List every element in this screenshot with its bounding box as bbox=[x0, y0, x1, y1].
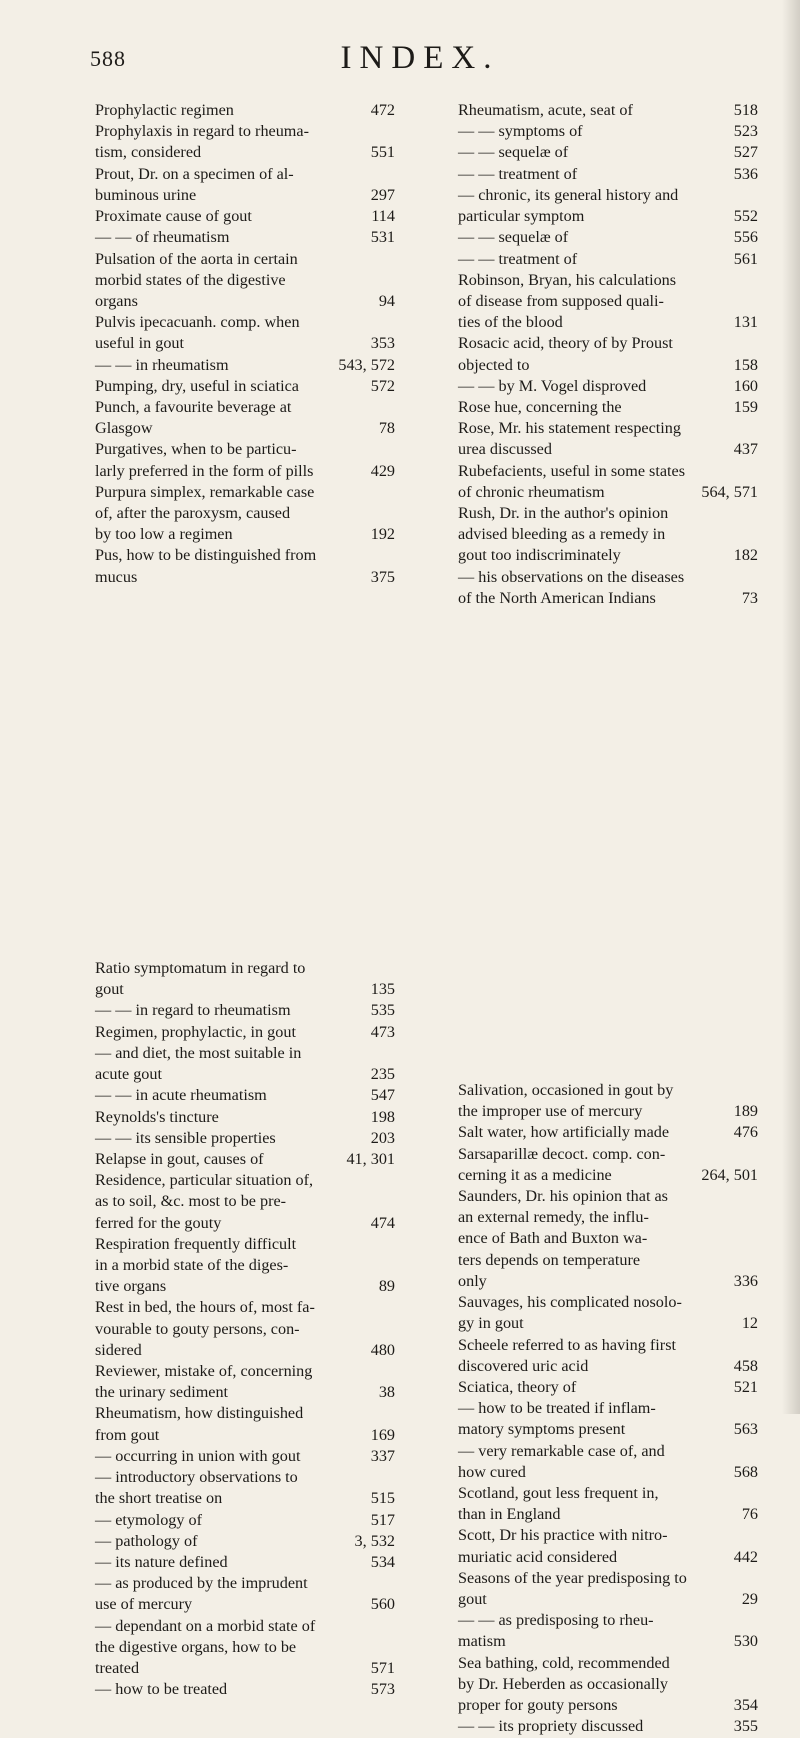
index-entry-text: — — in rheumatism bbox=[95, 355, 229, 374]
index-entry bbox=[95, 1679, 395, 1700]
index-entry-text: Scott, Dr his practice with nitro- bbox=[458, 1526, 668, 1545]
index-entry-text: discovered uric acid bbox=[458, 1356, 589, 1375]
index-column-salivation bbox=[458, 1080, 758, 1738]
index-entry-text: — pathology of bbox=[95, 1531, 198, 1550]
index-entry-page-ref: 551 bbox=[370, 143, 395, 162]
index-entry bbox=[458, 1080, 758, 1122]
page-header bbox=[0, 40, 800, 80]
index-entry-text: — — in regard to rheumatism bbox=[95, 1001, 291, 1020]
index-entry-page-ref: 568 bbox=[733, 1462, 758, 1481]
index-entry-text: ters depends on temperature bbox=[458, 1250, 641, 1269]
index-entry bbox=[458, 397, 758, 418]
index-entry-page-ref: 297 bbox=[370, 185, 395, 204]
index-entry-text: use of mercury bbox=[95, 1595, 193, 1614]
index-entry bbox=[95, 1531, 395, 1552]
index-entry-text: — how to be treated bbox=[95, 1680, 228, 1699]
index-entry-page-ref: 159 bbox=[733, 398, 758, 417]
index-entry-text: from gout bbox=[95, 1425, 160, 1444]
index-entry bbox=[95, 1022, 395, 1043]
index-entry-text: as to soil, &c. most to be pre- bbox=[95, 1192, 287, 1211]
index-entry-text: — and diet, the most suitable in bbox=[95, 1043, 302, 1062]
index-entry-page-ref: 89 bbox=[378, 1277, 395, 1296]
index-entry-page-ref: 235 bbox=[370, 1065, 395, 1084]
index-entry-text: Salt water, how artificially made bbox=[458, 1123, 670, 1142]
index-entry-text: by Dr. Heberden as occasionally bbox=[458, 1674, 668, 1693]
index-entry-text: gy in gout bbox=[458, 1314, 524, 1333]
index-entry-text: ferred for the gouty bbox=[95, 1213, 222, 1232]
index-entry-page-ref: 547 bbox=[370, 1086, 395, 1105]
index-entry-text: Rest in bed, the hours of, most fa- bbox=[95, 1298, 315, 1317]
index-entry-page-ref: 535 bbox=[370, 1001, 395, 1020]
index-entry-page-ref: 73 bbox=[741, 588, 758, 607]
index-entry-page-ref: 474 bbox=[370, 1213, 395, 1232]
index-entry-text: tism, considered bbox=[95, 143, 202, 162]
index-entry bbox=[458, 1122, 758, 1143]
index-entry bbox=[458, 121, 758, 142]
index-entry bbox=[95, 1043, 395, 1085]
index-entry-page-ref: 442 bbox=[733, 1547, 758, 1566]
index-entry-text: morbid states of the digestive bbox=[95, 270, 286, 289]
index-entry-text: particular symptom bbox=[458, 207, 585, 226]
index-entry bbox=[458, 1441, 758, 1483]
index-entry-page-ref: 337 bbox=[370, 1446, 395, 1465]
index-entry-page-ref: 375 bbox=[370, 567, 395, 586]
index-entry-text: of disease from supposed quali- bbox=[458, 291, 664, 310]
index-entry-page-ref: 182 bbox=[733, 546, 758, 565]
index-entry-text: — as produced by the imprudent bbox=[95, 1574, 308, 1593]
index-entry-text: — — sequelæ of bbox=[458, 228, 569, 247]
index-entry-text: — — its propriety discussed bbox=[458, 1717, 644, 1736]
index-entry bbox=[458, 1653, 758, 1717]
index-entry-page-ref: 12 bbox=[741, 1314, 758, 1333]
index-entry-page-ref: 534 bbox=[370, 1552, 395, 1571]
index-entry bbox=[95, 1234, 395, 1298]
index-entry-text: advised bleeding as a remedy in bbox=[458, 525, 666, 544]
index-entry-text: Sciatica, theory of bbox=[458, 1377, 577, 1396]
index-entry-text: — — symptoms of bbox=[458, 122, 583, 141]
index-entry-text: — introductory observations to bbox=[95, 1468, 298, 1487]
index-entry-text: Pumping, dry, useful in sciatica bbox=[95, 376, 299, 395]
index-entry-text: — its nature defined bbox=[95, 1552, 228, 1571]
index-entry-page-ref: 515 bbox=[370, 1489, 395, 1508]
index-entry-page-ref: 530 bbox=[733, 1632, 758, 1651]
index-entry-page-ref: 458 bbox=[733, 1356, 758, 1375]
index-entry-page-ref: 543, 572 bbox=[338, 355, 395, 374]
index-entry-text: Rheumatism, acute, seat of bbox=[458, 101, 633, 119]
index-entry bbox=[458, 1568, 758, 1610]
index-entry-text: Salivation, occasioned in gout by bbox=[458, 1081, 674, 1099]
index-entry bbox=[95, 1361, 395, 1403]
index-entry bbox=[458, 1335, 758, 1377]
index-entry-text: the urinary sediment bbox=[95, 1383, 229, 1402]
index-entry-text: — his observations on the diseases bbox=[458, 567, 685, 586]
index-entry bbox=[458, 1186, 758, 1292]
index-entry-text: — — treatment of bbox=[458, 249, 578, 268]
index-entry-page-ref: 189 bbox=[733, 1102, 758, 1121]
index-entry-text: Rosacic acid, theory of by Proust bbox=[458, 334, 673, 353]
index-entry-text: Seasons of the year predisposing to bbox=[458, 1568, 687, 1587]
index-entry-text: treated bbox=[95, 1659, 140, 1677]
index-entry-page-ref: 3, 532 bbox=[354, 1531, 395, 1550]
index-entry-text: — — treatment of bbox=[458, 164, 578, 183]
index-entry-page-ref: 192 bbox=[370, 525, 395, 544]
index-entry-text: — — its sensible properties bbox=[95, 1128, 276, 1147]
index-entry-text: — very remarkable case of, and bbox=[458, 1441, 665, 1460]
index-entry-page-ref: 437 bbox=[733, 440, 758, 459]
index-entry-text: mucus bbox=[95, 567, 138, 586]
index-entry-text: Scotland, gout less frequent in, bbox=[458, 1484, 659, 1502]
index-entry-text: of the North American Indians bbox=[458, 588, 656, 607]
index-entry-page-ref: 563 bbox=[733, 1420, 758, 1439]
index-entry-text: proper for gouty persons bbox=[458, 1696, 618, 1715]
index-entry-page-ref: 169 bbox=[370, 1425, 395, 1444]
index-entry-page-ref: 571 bbox=[370, 1659, 395, 1678]
index-entry-text: tive organs bbox=[95, 1277, 167, 1296]
index-entry-text: useful in gout bbox=[95, 334, 185, 353]
index-entry bbox=[95, 482, 395, 546]
index-entry-text: — dependant on a morbid state of bbox=[95, 1616, 316, 1635]
index-entry bbox=[95, 1403, 395, 1445]
index-entry-text: Residence, particular situation of, bbox=[95, 1171, 314, 1190]
index-entry bbox=[458, 1525, 758, 1567]
index-entry bbox=[95, 1000, 395, 1021]
index-entry-text: Pus, how to be distinguished from bbox=[95, 546, 317, 565]
index-entry bbox=[95, 1467, 395, 1509]
index-entry-text: — etymology of bbox=[95, 1510, 203, 1529]
index-entry-page-ref: 94 bbox=[378, 291, 395, 310]
index-column-ratio bbox=[95, 958, 395, 1700]
index-entry-text: Reynolds's tincture bbox=[95, 1107, 219, 1126]
index-entry-text: Saunders, Dr. his opinion that as bbox=[458, 1187, 668, 1206]
index-entry bbox=[95, 545, 395, 587]
index-entry bbox=[95, 1085, 395, 1106]
index-entry-text: than in England bbox=[458, 1505, 561, 1524]
index-entry-text: acute gout bbox=[95, 1065, 162, 1084]
index-entry-page-ref: 135 bbox=[370, 980, 395, 999]
index-entry bbox=[95, 121, 395, 163]
index-entry-text: buminous urine bbox=[95, 185, 197, 204]
index-entry bbox=[458, 270, 758, 334]
index-entry-text: Reviewer, mistake of, concerning bbox=[95, 1362, 313, 1381]
index-entry bbox=[95, 249, 395, 313]
index-entry-text: urea discussed bbox=[458, 440, 552, 459]
index-entry bbox=[95, 227, 395, 248]
index-entry-text: — — of rheumatism bbox=[95, 228, 230, 247]
index-entry-text: how cured bbox=[458, 1462, 526, 1481]
index-entry bbox=[458, 1483, 758, 1525]
page-edge-shadow bbox=[782, 0, 800, 1414]
index-entry-page-ref: 131 bbox=[733, 313, 758, 332]
index-entry bbox=[95, 1552, 395, 1573]
index-entry bbox=[458, 227, 758, 248]
index-entry bbox=[458, 1716, 758, 1737]
index-entry bbox=[95, 1297, 395, 1361]
index-entry-text: Punch, a favourite beverage at bbox=[95, 397, 292, 416]
index-entry bbox=[95, 100, 395, 121]
index-entry bbox=[95, 355, 395, 376]
index-entry-page-ref: 556 bbox=[733, 228, 758, 247]
index-entry-text: — — in acute rheumatism bbox=[95, 1086, 267, 1105]
index-column-rheumatism bbox=[458, 100, 758, 609]
index-entry bbox=[458, 1292, 758, 1334]
index-entry-text: Ratio symptomatum in regard to bbox=[95, 959, 306, 977]
index-entry-text: Relapse in gout, causes of bbox=[95, 1149, 264, 1168]
index-entry bbox=[95, 1170, 395, 1234]
index-entry-page-ref: 78 bbox=[378, 419, 395, 438]
index-entry-text: of, after the paroxysm, caused bbox=[95, 504, 291, 523]
index-entry-page-ref: 472 bbox=[370, 101, 395, 120]
index-entry-page-ref: 38 bbox=[378, 1383, 395, 1402]
index-entry-page-ref: 203 bbox=[370, 1128, 395, 1147]
index-entry-text: by too low a regimen bbox=[95, 525, 233, 544]
index-entry bbox=[458, 333, 758, 375]
index-entry-text: Purpura simplex, remarkable case bbox=[95, 482, 315, 501]
index-entry bbox=[95, 1573, 395, 1615]
index-entry-text: Scheele referred to as having first bbox=[458, 1335, 676, 1354]
index-entry-text: matism bbox=[458, 1632, 506, 1651]
index-entry bbox=[95, 1149, 395, 1170]
index-entry-page-ref: 76 bbox=[741, 1505, 758, 1524]
index-entry-text: — — sequelæ of bbox=[458, 143, 569, 162]
index-entry-text: Sarsaparillæ decoct. comp. con- bbox=[458, 1144, 666, 1163]
index-entry-text: the improper use of mercury bbox=[458, 1102, 643, 1121]
index-entry-text: of chronic rheumatism bbox=[458, 482, 605, 501]
index-entry bbox=[458, 376, 758, 397]
index-entry-text: Rubefacients, useful in some states bbox=[458, 461, 686, 480]
index-entry bbox=[458, 164, 758, 185]
index-entry-page-ref: 521 bbox=[733, 1377, 758, 1396]
index-entry-page-ref: 476 bbox=[733, 1123, 758, 1142]
index-entry-page-ref: 29 bbox=[741, 1590, 758, 1609]
index-entry bbox=[458, 100, 758, 121]
index-entry-page-ref: 473 bbox=[370, 1022, 395, 1041]
index-entry-text: Respiration frequently difficult bbox=[95, 1234, 297, 1253]
index-entry-text: Sauvages, his complicated nosolo- bbox=[458, 1293, 682, 1312]
index-entry-text: Sea bathing, cold, recommended bbox=[458, 1653, 670, 1672]
index-entry-text: only bbox=[458, 1271, 487, 1290]
index-entry bbox=[458, 1144, 758, 1186]
index-entry-text: gout bbox=[458, 1590, 487, 1609]
index-entry-page-ref: 518 bbox=[733, 101, 758, 120]
index-entry-text: matory symptoms present bbox=[458, 1420, 626, 1439]
index-entry-text: Prout, Dr. on a specimen of al- bbox=[95, 164, 294, 183]
index-entry-text: Pulvis ipecacuanh. comp. when bbox=[95, 313, 300, 332]
index-entry-text: the digestive organs, how to be bbox=[95, 1637, 297, 1656]
index-entry bbox=[95, 397, 395, 439]
index-entry-page-ref: 527 bbox=[733, 143, 758, 162]
index-entry-text: larly preferred in the form of pills bbox=[95, 461, 314, 480]
page-number: 588 bbox=[90, 46, 126, 71]
index-entry-text: Rush, Dr. in the author's opinion bbox=[458, 504, 669, 523]
index-entry bbox=[95, 164, 395, 206]
index-entry bbox=[95, 376, 395, 397]
index-entry-text: objected to bbox=[458, 355, 530, 374]
index-entry-page-ref: 572 bbox=[370, 376, 395, 395]
index-entry bbox=[458, 461, 758, 503]
index-entry-page-ref: 531 bbox=[370, 228, 395, 247]
index-entry-text: organs bbox=[95, 291, 138, 310]
index-entry-page-ref: 480 bbox=[370, 1340, 395, 1359]
index-entry-text: sidered bbox=[95, 1340, 142, 1359]
index-entry-page-ref: 536 bbox=[733, 164, 758, 183]
index-entry bbox=[95, 206, 395, 227]
index-entry-text: vourable to gouty persons, con- bbox=[95, 1319, 300, 1338]
index-entry bbox=[95, 958, 395, 1000]
index-entry-page-ref: 573 bbox=[370, 1680, 395, 1699]
index-entry-text: Rose, Mr. his statement respecting bbox=[458, 419, 681, 438]
index-entry-page-ref: 158 bbox=[733, 355, 758, 374]
index-entry-page-ref: 160 bbox=[733, 376, 758, 395]
index-entry-page-ref: 429 bbox=[370, 461, 395, 480]
index-entry bbox=[458, 418, 758, 460]
index-entry-text: cerning it as a medicine bbox=[458, 1165, 612, 1184]
index-entry-page-ref: 354 bbox=[733, 1696, 758, 1715]
index-entry-text: Proximate cause of gout bbox=[95, 207, 252, 226]
index-entry-text: gout too indiscriminately bbox=[458, 546, 621, 565]
index-entry-text: Prophylaxis in regard to rheuma- bbox=[95, 122, 309, 141]
index-entry-text: Purgatives, when to be particu- bbox=[95, 440, 297, 459]
index-entry bbox=[95, 1446, 395, 1467]
index-entry-text: the short treatise on bbox=[95, 1489, 223, 1508]
index-entry-text: Regimen, prophylactic, in gout bbox=[95, 1022, 296, 1041]
index-entry-text: gout bbox=[95, 980, 124, 999]
index-entry-text: — chronic, its general history and bbox=[458, 185, 679, 204]
index-entry bbox=[458, 1610, 758, 1652]
index-entry-text: — — as predisposing to rheu- bbox=[458, 1611, 654, 1630]
index-entry-page-ref: 355 bbox=[733, 1717, 758, 1736]
index-entry-text: Robinson, Bryan, his calculations bbox=[458, 270, 677, 289]
index-entry-text: — occurring in union with gout bbox=[95, 1446, 301, 1465]
index-entry-page-ref: 564, 571 bbox=[701, 482, 758, 501]
index-entry-text: in a morbid state of the diges- bbox=[95, 1255, 289, 1274]
index-entry bbox=[458, 185, 758, 227]
index-entry-text: Rheumatism, how distinguished bbox=[95, 1404, 304, 1423]
index-entry-text: Prophylactic regimen bbox=[95, 101, 234, 119]
index-entry-text: Glasgow bbox=[95, 419, 153, 438]
index-entry-text: Rose hue, concerning the bbox=[458, 398, 622, 416]
index-entry-page-ref: 41, 301 bbox=[346, 1149, 395, 1168]
index-entry-page-ref: 114 bbox=[371, 207, 395, 226]
index-entry-text: an external remedy, the influ- bbox=[458, 1208, 649, 1227]
index-entry-page-ref: 517 bbox=[370, 1510, 395, 1529]
index-entry bbox=[458, 249, 758, 270]
index-entry-text: — — by M. Vogel disproved bbox=[458, 376, 647, 395]
index-entry-page-ref: 560 bbox=[370, 1595, 395, 1614]
index-entry bbox=[95, 1510, 395, 1531]
index-entry bbox=[458, 567, 758, 609]
index-entry bbox=[95, 1616, 395, 1680]
index-entry bbox=[95, 439, 395, 481]
index-entry bbox=[458, 503, 758, 567]
index-entry-text: — how to be treated if inflam- bbox=[458, 1399, 656, 1418]
index-entry-page-ref: 561 bbox=[733, 249, 758, 268]
index-column-prophylactic bbox=[95, 100, 395, 588]
index-entry-page-ref: 336 bbox=[733, 1271, 758, 1290]
index-entry-page-ref: 198 bbox=[370, 1107, 395, 1126]
index-entry-page-ref: 552 bbox=[733, 207, 758, 226]
index-entry bbox=[95, 312, 395, 354]
index-entry bbox=[95, 1128, 395, 1149]
index-entry bbox=[458, 142, 758, 163]
index-entry-text: muriatic acid considered bbox=[458, 1547, 618, 1566]
index-entry-text: Pulsation of the aorta in certain bbox=[95, 249, 298, 268]
index-entry bbox=[458, 1377, 758, 1398]
index-entry-text: ence of Bath and Buxton wa- bbox=[458, 1229, 648, 1248]
index-entry bbox=[95, 1107, 395, 1128]
running-title: INDEX. bbox=[340, 40, 500, 76]
index-entry-page-ref: 264, 501 bbox=[701, 1165, 758, 1184]
index-entry-page-ref: 353 bbox=[370, 334, 395, 353]
index-entry-page-ref: 523 bbox=[733, 122, 758, 141]
index-entry bbox=[458, 1398, 758, 1440]
index-entry-text: ties of the blood bbox=[458, 313, 563, 332]
